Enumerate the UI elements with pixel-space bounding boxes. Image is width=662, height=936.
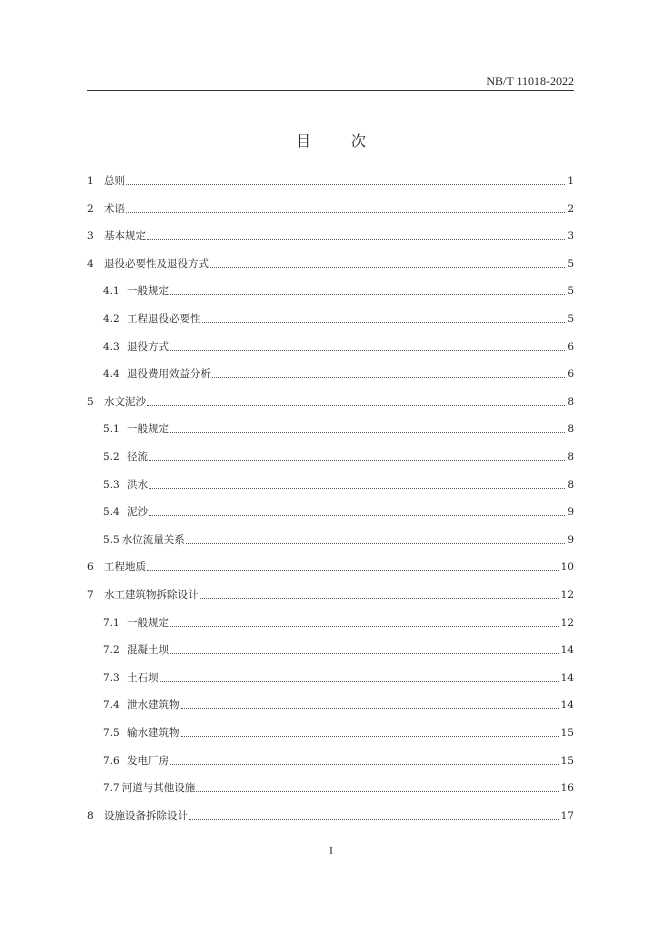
toc-entry[interactable] [103,727,574,739]
toc-dot-leader [147,405,565,406]
toc-entry-number: 4.1 [103,285,120,298]
toc-dot-leader [170,350,565,351]
toc-dot-leader [160,681,559,682]
toc-dot-leader [170,432,565,433]
toc-entry-title: 工程退役必要性 [127,313,201,325]
toc-dot-leader [186,543,566,544]
toc-entry[interactable] [87,561,574,573]
toc-entry-page: 5 [567,285,574,298]
toc-entry-number: 7.1 [103,616,120,629]
toc-entry-page: 14 [560,671,574,684]
toc-dot-leader [149,460,565,461]
toc-entry-number: 4.4 [103,368,120,381]
toc-entry-number: 4 [87,257,94,270]
toc-entry-title: 术语 [104,202,125,215]
toc-entry-number: 7.7 [103,782,120,795]
toc-entry[interactable] [87,589,574,601]
toc-entry-title: 退役必要性及退役方式 [104,257,209,270]
toc-entry-page: 6 [567,368,574,381]
toc-entry-page: 16 [560,782,574,795]
toc-entry[interactable] [103,644,574,656]
toc-dot-leader [181,736,559,737]
toc-entry-title: 径流 [127,451,148,463]
toc-entry[interactable] [103,506,574,518]
toc-entry-title: 水位流量关系 [121,533,185,546]
toc-entry[interactable] [103,534,574,546]
toc-entry-page: 2 [567,202,574,215]
toc-entry-title: 一般规定 [127,616,169,629]
toc-entry-page: 1 [567,175,574,187]
toc-entry-title: 泥沙 [127,506,148,519]
toc-entry-title: 一般规定 [127,423,169,436]
toc-entry-title: 泄水建筑物 [127,699,180,712]
toc-entry-title: 河道与其他设施 [121,782,196,795]
toc-entry-number: 1 [87,175,94,187]
toc-entry[interactable] [103,368,574,380]
toc-dot-leader [126,184,565,185]
toc-dot-leader [149,488,565,489]
toc-entry-number: 4.2 [103,313,120,325]
toc-entry-page: 8 [567,478,574,491]
toc-entry-page: 10 [560,561,574,574]
toc-entry-number: 5.2 [103,451,120,463]
toc-entry[interactable] [87,203,574,215]
toc-entry-page: 15 [560,754,574,767]
toc-entry-title: 水工建筑物拆除设计 [104,589,199,601]
toc-entry-title: 土石坝 [127,671,159,684]
toc-entry-title: 水文泥沙 [104,395,146,408]
toc-dot-leader [212,377,565,378]
toc-entry-page: 12 [560,616,574,629]
toc-entry-title: 一般规定 [127,285,169,298]
toc-entry-title: 混凝土坝 [127,644,169,657]
toc-entry-page: 14 [560,699,574,712]
toc-dot-leader [147,570,559,571]
toc-entry-page: 8 [567,423,574,436]
toc-dot-leader [210,267,565,268]
toc-entry-title: 发电厂房 [127,754,169,767]
toc-entry[interactable] [87,258,574,270]
toc-entry[interactable] [103,285,574,297]
toc-entry[interactable] [103,755,574,767]
toc-dot-leader [170,626,559,627]
toc-entry[interactable] [87,230,574,242]
toc-entry-number: 4.3 [103,340,120,353]
toc-entry[interactable] [103,479,574,491]
toc-entry-number: 7.6 [103,754,120,767]
toc-entry-page: 17 [560,809,574,822]
toc-entry-number: 7 [87,589,94,601]
toc-entry-title: 输水建筑物 [127,727,180,739]
toc-dot-leader [196,791,558,792]
toc-entry[interactable] [87,175,574,187]
toc-title-char-1: 目 [296,132,312,150]
toc-entry-title: 设施设备拆除设计 [104,809,188,822]
toc-title [0,130,662,151]
toc-entry-title: 退役方式 [127,340,169,353]
toc-entry[interactable] [103,617,574,629]
toc-entry-page: 15 [560,727,574,739]
toc-entry-page: 5 [567,257,574,270]
toc-entry-title: 基本规定 [104,230,146,243]
toc-entry-number: 3 [87,230,94,243]
standard-code: NB/T 11018-2022 [486,74,574,88]
toc-entry[interactable] [103,341,574,353]
toc-entry[interactable] [103,423,574,435]
toc-entry-page: 8 [567,395,574,408]
toc-entry[interactable] [103,672,574,684]
toc-entry-number: 5.1 [103,423,120,436]
toc-entry-title: 总则 [104,175,125,187]
toc-entry-number: 7.5 [103,727,120,739]
header-rule [87,90,574,91]
toc-entry[interactable] [87,396,574,408]
toc-title-char-2: 次 [351,132,367,150]
toc-dot-leader [170,653,559,654]
toc-entry-number: 7.4 [103,699,120,712]
toc-entry-number: 5.5 [103,533,120,546]
toc-dot-leader [126,212,565,213]
toc-entry-page: 12 [560,589,574,601]
toc-entry-page: 9 [567,506,574,519]
toc-dot-leader [170,294,565,295]
toc-dot-leader [189,819,559,820]
toc-dot-leader [181,708,559,709]
toc-entry-number: 8 [87,809,94,822]
toc-entry-number: 5.3 [103,478,120,491]
toc-entry-number: 5.4 [103,506,120,519]
toc-entry-page: 5 [567,313,574,325]
toc-entry[interactable] [103,699,574,711]
toc-entry[interactable] [87,810,574,822]
toc-entry-number: 2 [87,202,94,215]
footer-page-number: I [329,845,333,857]
toc-entry-page: 6 [567,340,574,353]
toc-entry-title: 洪水 [127,478,148,491]
toc-entry-page: 14 [560,644,574,657]
toc-entry-title: 工程地质 [104,561,146,574]
toc-entry-number: 5 [87,395,94,408]
toc-entry[interactable] [103,313,574,325]
toc-entry-number: 7.3 [103,671,120,684]
toc-dot-leader [200,598,559,599]
toc-entry-number: 7.2 [103,644,120,657]
toc-entry[interactable] [103,451,574,463]
toc-entry-page: 9 [567,533,574,546]
toc-dot-leader [147,239,565,240]
toc-entry-page: 3 [567,230,574,243]
toc-entry-number: 6 [87,561,94,574]
toc-dot-leader [149,515,565,516]
toc-dot-leader [202,322,566,323]
toc-entry-title: 退役费用效益分析 [127,368,211,381]
toc-entry-page: 8 [567,451,574,463]
toc-dot-leader [170,764,559,765]
toc-entry[interactable] [103,782,574,794]
